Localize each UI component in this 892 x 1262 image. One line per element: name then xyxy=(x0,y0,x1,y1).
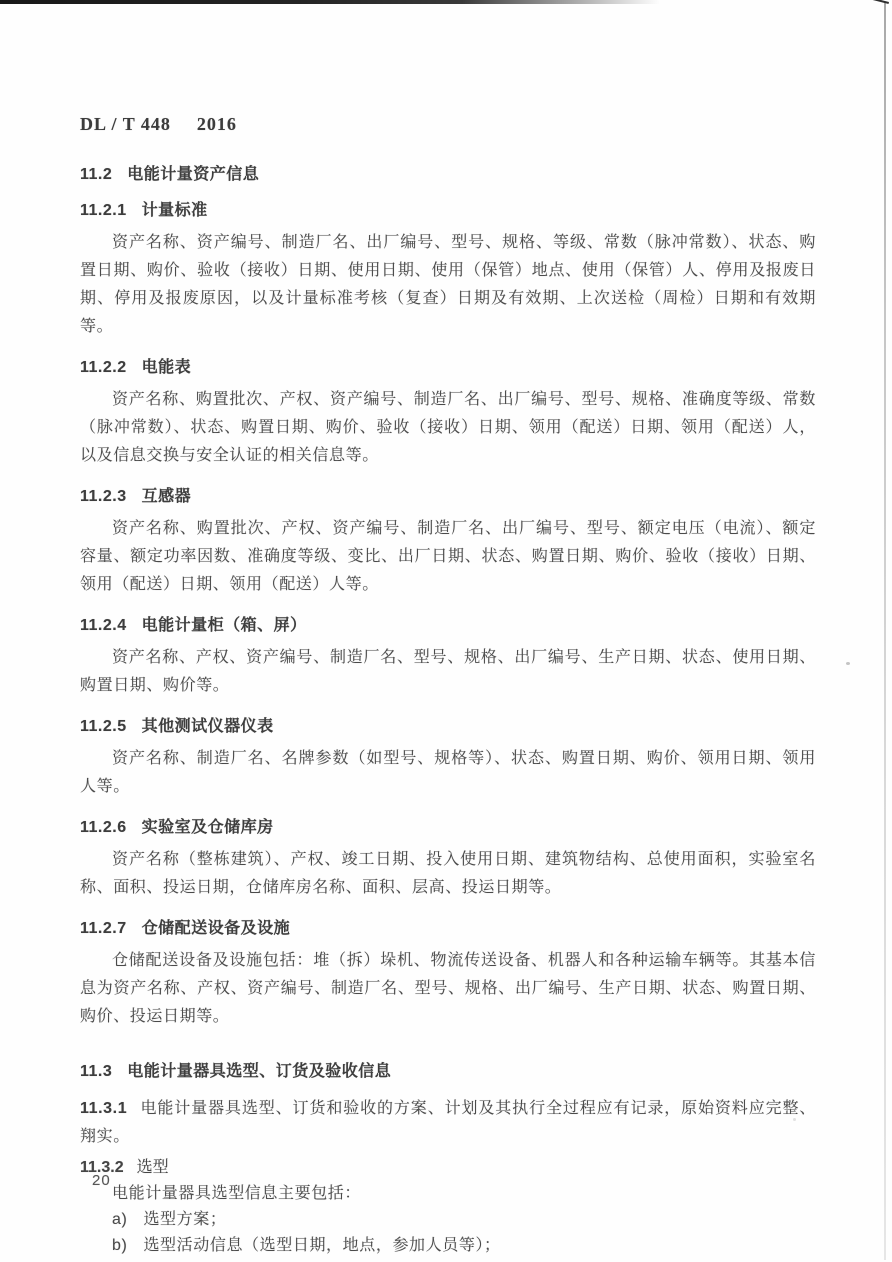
section-title: 仓储配送设备及设施 xyxy=(141,920,291,937)
section-heading-11-2-6 xyxy=(80,818,816,837)
section-heading-11-3 xyxy=(80,1062,816,1081)
section-number: 11.2.5 xyxy=(80,718,127,735)
section-title: 电能计量器具选型、订货及验收信息 xyxy=(127,1063,392,1080)
section-number: 11.2 xyxy=(80,166,113,183)
document-content xyxy=(80,114,816,1259)
list-item-a xyxy=(80,1207,816,1233)
clause-heading-11-3-2 xyxy=(80,1155,816,1181)
section-heading-11-2-7 xyxy=(80,919,816,938)
section-number: 11.2.2 xyxy=(80,359,127,376)
list-item-label: a) xyxy=(112,1211,128,1228)
page-number: 20 xyxy=(92,1172,111,1189)
section-heading-11-2-5 xyxy=(80,717,816,736)
clause-text: 电能计量器具选型、订货和验收的方案、计划及其执行全过程应有记录，原始资料应完整、翔实。 xyxy=(80,1100,816,1145)
standard-code: DL / T 448 xyxy=(80,114,171,134)
scan-speck xyxy=(846,662,850,665)
document-code-header xyxy=(80,114,816,134)
list-item-text: 选型活动信息（选型日期，地点，参加人员等）； xyxy=(143,1237,501,1254)
section-title: 电能表 xyxy=(141,359,192,376)
section-body-11-2-4: 资产名称、产权、资产编号、制造厂名、型号、规格、出厂编号、生产日期、状态、使用日期、购置日期、购价等。 xyxy=(80,649,816,694)
list-item-b xyxy=(80,1233,816,1259)
section-number: 11.2.7 xyxy=(80,920,127,937)
section-body-11-2-5: 资产名称、制造厂名、名牌参数（如型号、规格等）、状态、购置日期、购价、领用日期、领用人等。 xyxy=(80,750,816,795)
clause-number: 11.3.1 xyxy=(80,1100,128,1117)
section-body-11-2-2: 资产名称、购置批次、产权、资产编号、制造厂名、出厂编号、型号、规格、准确度等级、常数（脉冲常数）、状态、购置日期、购价、验收（接收）日期、领用（配送）日期、领用（配送）人，以及信息交换与安全认证的相关信息等。 xyxy=(80,391,816,464)
section-number: 11.3 xyxy=(80,1063,113,1080)
scan-right-edge-artifact xyxy=(884,2,886,1260)
section-number: 11.2.3 xyxy=(80,488,127,505)
section-number: 11.2.1 xyxy=(80,202,127,219)
section-title: 互感器 xyxy=(141,488,192,505)
clause-number: 11.3.2 xyxy=(80,1159,124,1176)
section-heading-11-2 xyxy=(80,165,816,184)
clause-11-3-1 xyxy=(80,1095,816,1151)
section-heading-11-2-1 xyxy=(80,201,816,220)
section-number: 11.2.4 xyxy=(80,617,127,634)
section-heading-11-2-3 xyxy=(80,487,816,506)
clause-title: 选型 xyxy=(136,1159,169,1176)
section-title: 其他测试仪器仪表 xyxy=(141,718,274,735)
list-item-text: 选型方案； xyxy=(143,1211,227,1228)
section-body-11-2-7: 仓储配送设备及设施包括：堆（拆）垛机、物流传送设备、机器人和各种运输车辆等。其基本信息为资产名称、产权、资产编号、制造厂名、型号、规格、出厂编号、生产日期、状态、购置日期、购价、投运日期等。 xyxy=(80,952,816,1025)
list-item-label: b) xyxy=(112,1237,128,1254)
section-body-11-2-3: 资产名称、购置批次、产权、资产编号、制造厂名、出厂编号、型号、额定电压（电流）、额定容量、额定功率因数、准确度等级、变比、出厂日期、状态、购置日期、购价、验收（接收）日期、领用（配送）日期、领用（配送）人等。 xyxy=(80,520,816,593)
section-heading-11-2-4 xyxy=(80,616,816,635)
clause-11-3-2-intro: 电能计量器具选型信息主要包括： xyxy=(112,1185,362,1202)
standard-year: 2016 xyxy=(196,114,237,134)
scan-top-edge-artifact xyxy=(0,0,660,4)
section-title: 电能计量资产信息 xyxy=(127,166,260,183)
scan-corner-mark xyxy=(872,0,889,4)
section-body-11-2-1: 资产名称、资产编号、制造厂名、出厂编号、型号、规格、等级、常数（脉冲常数）、状态、购置日期、购价、验收（接收）日期、使用日期、使用（保管）地点、使用（保管）人、停用及报废日期、停用及报废原因，以及计量标准考核（复查）日期及有效期、上次送检（周检）日期和有效期等。 xyxy=(80,234,816,335)
section-title: 电能计量柜（箱、屏） xyxy=(141,617,307,634)
section-body-11-2-6: 资产名称（整栋建筑）、产权、竣工日期、投入使用日期、建筑物结构、总使用面积，实验室名称、面积、投运日期，仓储库房名称、面积、层高、投运日期等。 xyxy=(80,851,816,896)
section-heading-11-2-2 xyxy=(80,358,816,377)
section-title: 计量标准 xyxy=(141,202,208,219)
section-number: 11.2.6 xyxy=(80,819,127,836)
section-title: 实验室及仓储库房 xyxy=(141,819,274,836)
